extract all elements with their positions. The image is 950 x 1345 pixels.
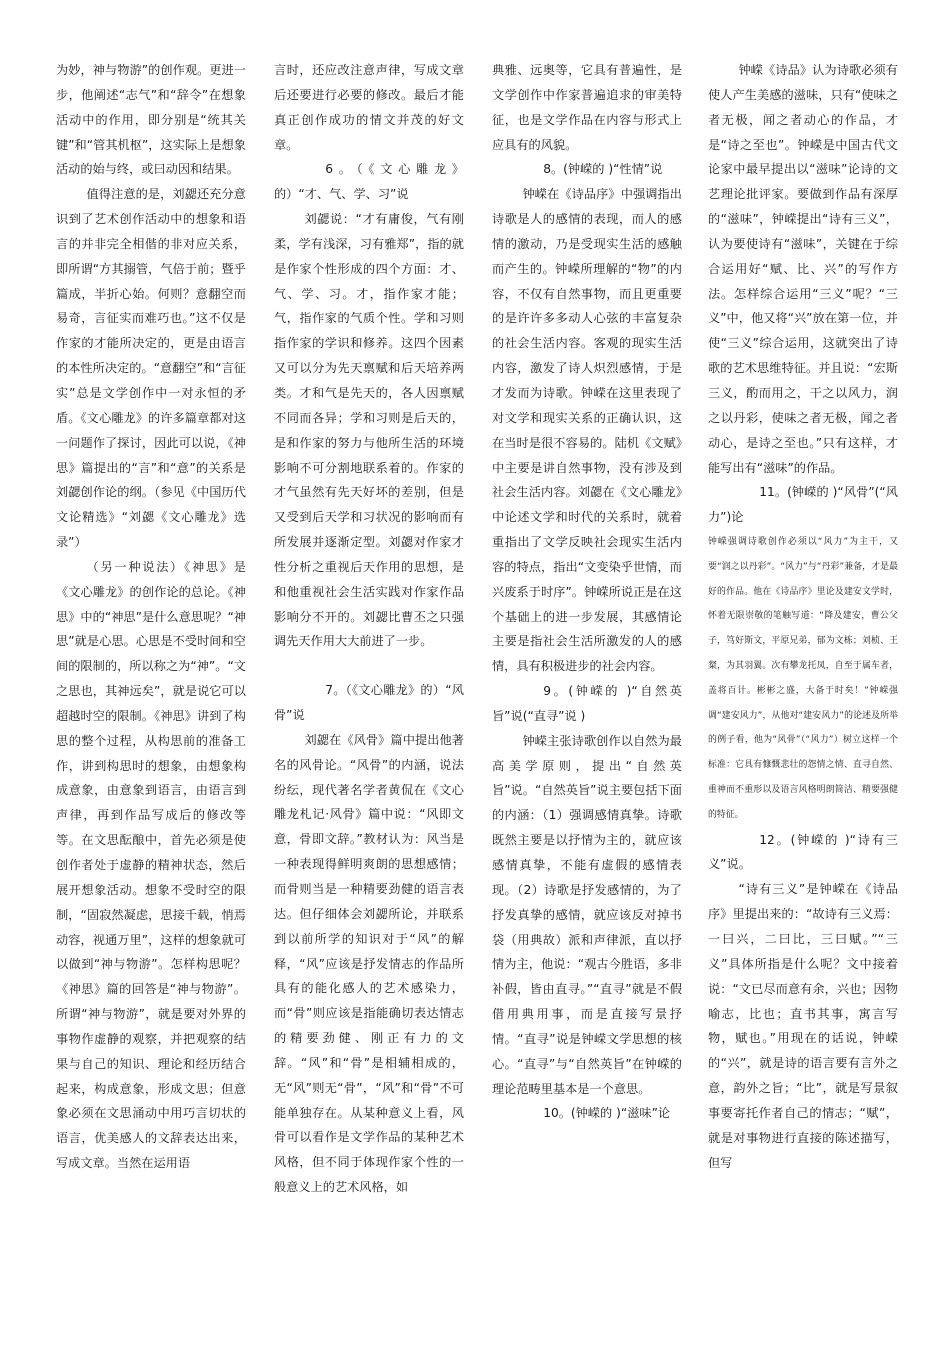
text-column-2: [274, 58, 464, 1200]
section-heading-11: 11。(钟嵘的 )“风骨”(“风力”)论: [708, 485, 898, 525]
paragraph: 钟嵘在《诗品序》中强调指出诗歌是人的感情的表现，而人的感情的激动，乃是受现实生活的感触而产生的。钟嵘所理解的“物”的内容，不仅有自然事物，而且更重要的是许许多多动人心弦的丰富复杂的社会生活内容。客观的现实生活内容，激发了诗人炽烈感情，于是才发而为诗歌。钟嵘在这里表现了对文学和现实关系的正确认识，这在当时是很不容易的。陆机《文赋》中主要是讲自然事物，没有涉及到社会生活内容。刘勰在《文心雕龙》中论述文学和时代的关系时，就着重指出了文学反映社会现实生活内容的特点，指出“文变染乎世情，而兴废系于时序”。钟嵘所说正是在这个基础上的进一步发展，其感情论主要是指社会生活所激发的人的感情，具有积极进步的社会内容。: [492, 187, 682, 674]
paragraph: 值得注意的是，刘勰还充分意识到了艺术创作活动中的想象和语言的并非完全相偕的非对应关系，即所谓“方其搦管，气倍于前；暨乎篇成，半折心始。何则？意翻空而易奇，言征实而难巧也。”这不仅是作家的才能所决定的，更是由语言的本性所决定的。“意翻空”和“言征实”总是文学创作中一对永恒的矛盾。《文心雕龙》的许多篇章都对这一问题作了探讨，因此可以说，《神思》篇提出的“言”和“意”的关系是刘勰创作论的纲。（参见《中国历代文论精选》“刘勰《文心雕龙》选录”）: [56, 187, 246, 550]
text-column-3: [492, 58, 682, 1126]
paragraph: “诗有三义”是钟嵘在《诗品序》里提出来的：“故诗有三义焉：一曰兴，二曰比，三曰赋。”“三义”具体所指是什么呢？文中接着说：“文已尽而意有余，兴也；因物喻志，比也；直书其事，寓言写物，赋也。”用现在的话说，钟嵘的“兴”，就是诗的语言要有言外之意，韵外之旨；“比”，就是写景叙事要寄托作者自己的情志；“赋”，就是对事物进行直接的陈述描写，但写: [708, 882, 898, 1170]
paragraph: （另一种说法）《神思》是《文心雕龙》的创作论的总论。《神思》中的“神思”是什么意思呢？“神思”就是心思。心思是不受时间和空间的限制的，所以称之为“神”。“文之思也，其神远矣”，就是说它可以超越时空的限制。《神思》讲到了构思的整个过程，从构思前的准备工作，讲到构思时的想象，由想象构成意象，由意象到语言，由语言到声律，再到作品写成后的修改等等。在文思酝酿中，首先必须是使创作者处于虚静的精神状态，然后展开想象活动。想象不受时空的限制，“固寂然凝虑，思接千载，悄焉动容，视通万里”，这样的想象就可以做到“神与物游”。怎样构思呢？《神思》篇的回答是“神与物游”。所谓“神与物游”，就是要对外界的事物作虚静的观察，并把观察的结果与自己的知识、理论和经历结合起来，构成意象，形成文思；但意象必须在文思涌动中用巧言切状的语言，优美感人的文辞表达出来，写成文章。当然在运用语: [56, 559, 246, 1171]
paragraph: 典雅、远奥等，它具有普遍性，是文学创作中作家普遍追求的审美特征，也是文学作品在内容与形式上应具有的风貌。: [492, 63, 682, 152]
section-heading-7: 7。（《文心雕龙》的）“风骨”说: [274, 683, 464, 723]
section-heading-6: 6。（《文心雕龙》的）“才、气、学、习”说: [274, 162, 464, 202]
paragraph: 为妙，神与物游”的创作观。更进一步，他阐述“志气”和“辞令”在想象活动中的作用，即分别是“统其关键”和“管其机枢”，这实际上是想象活动的始与终，或曰动因和结果。: [56, 63, 246, 177]
paragraph-small: 钟嵘强调诗歌创作必须以“风力”为主干，又要“润之以丹彩”。“风力”与“丹彩”兼备，才是最好的作品。他在《诗品序》里论及建安文学时，怀着无限崇敬的笔触写道：“降及建安，曹公父子，笃好斯文，平原兄弟，郁为文栋；刘桢、王粲，为其羽翼。次有攀龙托凤，自至于属车者，盖将百计。彬彬之盛，大备于时矣！”钟嵘强调“建安风力”，从他对“建安风力”的论述及所举的例子看，他为“风骨”（“风力”）树立这样一个标准：它具有慷慨悲壮的怨情之情、直寻自然、重神而不重形以及语言风格明朗简洁、精要强健的特征。: [708, 537, 898, 820]
text-column-1: [56, 58, 246, 1176]
section-heading-10: 10。(钟嵘的 )“滋味”论: [543, 1106, 671, 1121]
section-heading-12: 12。(钟嵘的 )“诗有三义”说。: [708, 832, 898, 872]
paragraph: 钟嵘主张诗歌创作以自然为最高美学原则，提出“自然英旨”说。“自然英旨”说主要包括下面的内涵：（1）强调感情真挚。诗歌既然主要是以抒情为主的，就应该感情真挚，不能有虚假的感情表现。（2）诗歌是抒发感情的，为了抒发真挚的感情，就应该反对掉书袋（用典故）派和声律派，直以抒情为主，他说：“观古今胜语，多非补假，皆由直寻。”“直寻”就是不假借用典用事，而是直接写景抒情。“直寻”说是钟嵘文学思想的核心。“直寻”与“自然英旨”在钟嵘的理论范畴里基本是一个意思。: [492, 733, 682, 1096]
section-heading-9: 9。(钟嵘的 )“自然英旨”说(“直寻”说 ): [492, 684, 682, 723]
paragraph: 刘勰说：“才有庸俊，气有刚柔，学有浅深，习有雅郑”，指的就是作家个性形成的四个方面：才、气、学、习。才，指作家才能；气，指作家的气质个性。学和习则指作家的学识和修养。这四个因素又可以分为先天禀赋和后天培养两类。才和气是先天的，各人因禀赋不同而各异；学和习则是后天的，是和作家的努力与他所生活的环境影响不可分割地联系着的。作家的才气虽然有先天好坏的差别，但是又受到后天学和习状况的影响而有所发展并逐渐定型。刘勰对作家才性分析之重视后天作用的思想，是和他重视社会生活实践对作家作品影响分不开的。刘勰比曹丕之只强调先天作用大大前进了一步。: [274, 212, 464, 649]
text-column-4: [708, 58, 898, 1175]
paragraph: 钟嵘《诗品》认为诗歌必须有使人产生美感的滋味，只有“使味之者无极，闻之者动心的作品，才是“诗之至也”。钟嵘是中国古代文论家中最早提出以“滋味”论诗的文艺理论批评家。要做到作品有深厚的“滋味”，钟嵘提出“诗有三义”，认为要使诗有“滋味”，关键在于综合运用好“赋、比、兴”的写作方法。怎样综合运用“三义”呢？“三义”中，他又将“兴”放在第一位，并使“三义”综合运用，这就突出了诗歌的艺术思维特征。并且说：“宏斯三义，酌而用之，干之以风力，润之以丹彩，使味之者无极，闻之者动心，是诗之至也。”只有这样，才能写出有“滋味”的作品。: [708, 63, 898, 475]
spacer: [274, 654, 464, 678]
paragraph: 刘勰在《风骨》篇中提出他著名的风骨论。“风骨”的内涵，说法纷纭，现代著名学者黄侃在《文心雕龙札记·风骨》篇中说：“风即文意，骨即文辞。”教材认为：风当是一种表现得鲜明爽朗的思想感情；而骨则当是一种精要劲健的语言表达。但仔细体会刘勰所论，并联系到以前所学的知识对于“风”的解释，“风”应该是抒发情志的作品所具有的能化感人的艺术感染力，而“骨”则应该是指能确切表达情志的精要劲健、刚正有力的文辞。“风”和“骨”是相辅相成的，无“风”则无“骨”，“风”和“骨”不可能单独存在。从某种意义上看，风骨可以看作是文学作品的某种艺术风格，但不同于体现作家个性的一般意义上的艺术风格，如: [274, 732, 464, 1195]
section-heading-8: 8。(钟嵘的 )“性情”说: [543, 162, 663, 177]
paragraph: 言时，还应改注意声律，写成文章后还要进行必要的修改。最后才能真正创作成功的情文并茂的好文章。: [274, 63, 464, 152]
